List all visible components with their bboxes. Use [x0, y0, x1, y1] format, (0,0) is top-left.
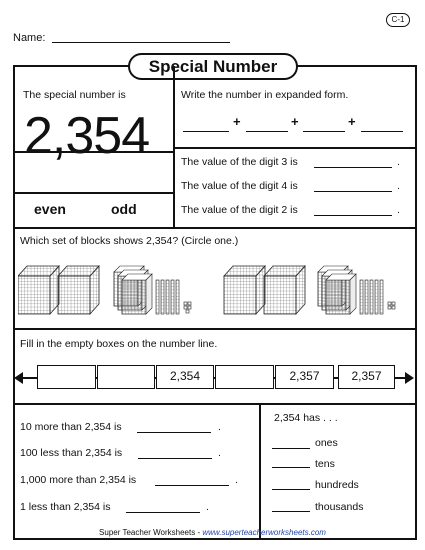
- compare-prompt: 1,000 more than 2,354 is: [20, 474, 137, 486]
- special-number: 2,354: [24, 107, 150, 165]
- places-blank[interactable]: [272, 467, 310, 468]
- digit-3-prompt: The value of the digit 3 is: [181, 156, 298, 168]
- numberline-box-5[interactable]: 2,357: [275, 365, 334, 389]
- divider: [259, 404, 261, 539]
- page-title: Special Number: [128, 53, 298, 80]
- digit-3-blank[interactable]: [314, 167, 392, 168]
- places-label: tens: [315, 458, 335, 470]
- period: .: [218, 421, 221, 433]
- places-blank[interactable]: [272, 489, 310, 490]
- plus-sign: +: [291, 114, 299, 129]
- special-number-prompt: The special number is: [23, 89, 126, 101]
- digit-4-prompt: The value of the digit 4 is: [181, 180, 298, 192]
- footer: [0, 528, 425, 537]
- period: .: [397, 204, 400, 216]
- numberline-prompt: Fill in the empty boxes on the number line.: [20, 338, 218, 350]
- expanded-form-prompt: Write the number in expanded form.: [181, 89, 349, 101]
- divider: [14, 192, 173, 194]
- even-option[interactable]: even: [34, 201, 66, 217]
- period: .: [218, 447, 221, 459]
- plus-sign: +: [348, 114, 356, 129]
- period: .: [235, 474, 238, 486]
- expanded-blank-2[interactable]: [246, 131, 288, 132]
- digit-2-prompt: The value of the digit 2 is: [181, 204, 298, 216]
- name-label: Name:: [13, 32, 46, 44]
- block-set-b: [224, 266, 395, 314]
- expanded-blank-1[interactable]: [183, 131, 229, 132]
- blocks-prompt: Which set of blocks shows 2,354? (Circle one.): [20, 235, 239, 247]
- digit-4-blank[interactable]: [314, 191, 392, 192]
- digit-2-blank[interactable]: [314, 215, 392, 216]
- divider: [14, 403, 416, 405]
- plus-sign: +: [233, 114, 241, 129]
- numberline-box-4[interactable]: [215, 365, 274, 389]
- numberline-box-2[interactable]: [97, 365, 155, 389]
- compare-prompt: 100 less than 2,354 is: [20, 447, 123, 459]
- worksheet-code: C-1: [386, 13, 410, 27]
- places-label: thousands: [315, 501, 364, 513]
- numberline-box-6: 2,357: [338, 365, 395, 389]
- block-set-a: [18, 266, 191, 314]
- compare-prompt: 10 more than 2,354 is: [20, 421, 122, 433]
- period: .: [206, 501, 209, 513]
- compare-blank[interactable]: [126, 512, 200, 513]
- places-label: ones: [315, 437, 338, 449]
- divider: [14, 328, 416, 330]
- expanded-blank-3[interactable]: [303, 131, 345, 132]
- compare-blank[interactable]: [138, 458, 212, 459]
- compare-blank[interactable]: [155, 485, 229, 486]
- divider: [14, 227, 416, 229]
- name-line[interactable]: [52, 42, 230, 43]
- expanded-blank-4[interactable]: [361, 131, 403, 132]
- places-blank[interactable]: [272, 511, 310, 512]
- places-title: 2,354 has . . .: [274, 412, 338, 424]
- period: .: [397, 180, 400, 192]
- period: .: [397, 156, 400, 168]
- footer-brand: Super Teacher Worksheets -: [99, 528, 203, 537]
- numberline-box-3: 2,354: [156, 365, 214, 389]
- places-label: hundreds: [315, 479, 359, 491]
- odd-option[interactable]: odd: [111, 201, 137, 217]
- footer-url[interactable]: www.superteacherworksheets.com: [202, 528, 326, 537]
- divider: [173, 147, 416, 149]
- base-ten-blocks: [18, 258, 418, 320]
- compare-prompt: 1 less than 2,354 is: [20, 501, 111, 513]
- places-blank[interactable]: [272, 448, 310, 449]
- numberline-box-1[interactable]: [37, 365, 96, 389]
- compare-blank[interactable]: [137, 432, 211, 433]
